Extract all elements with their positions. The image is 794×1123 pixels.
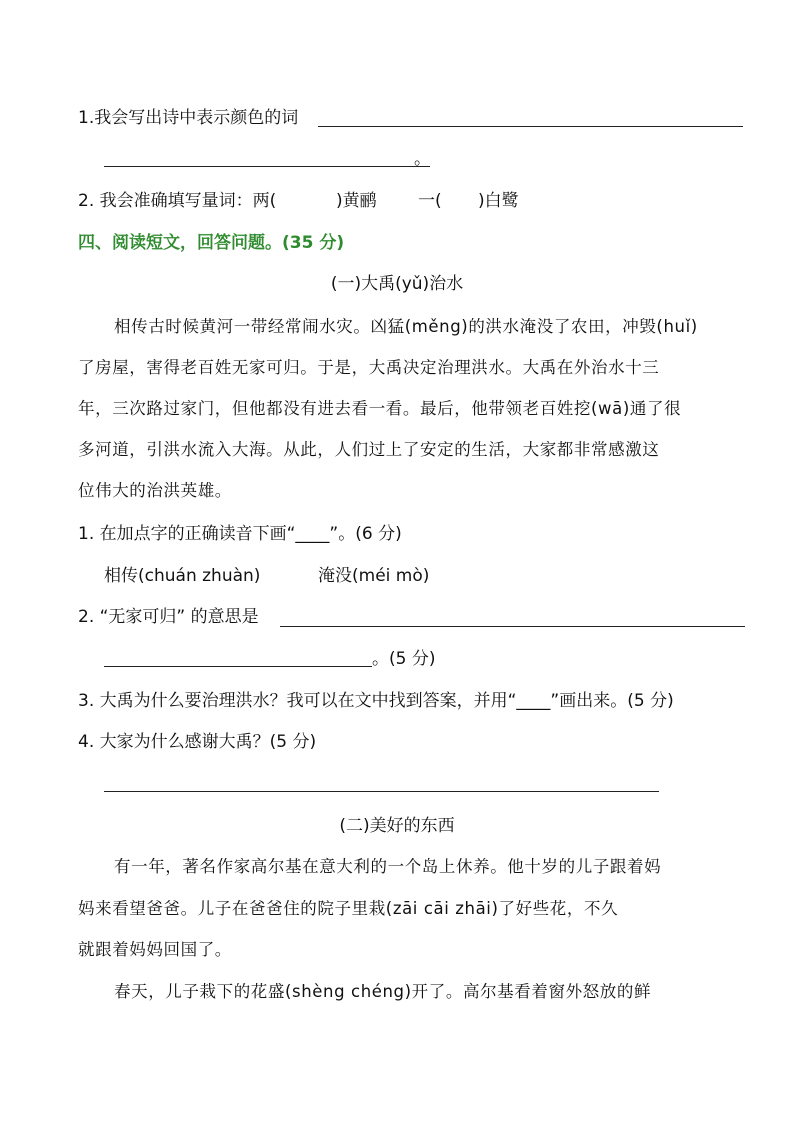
q1-end-mark: 。 bbox=[414, 149, 431, 169]
passage-2-line-4: 春天，儿子栽下的花盛(shèng chéng)开了。高尔基看着窗外怒放的鲜 bbox=[114, 982, 652, 1001]
q2-end: )白鹭 bbox=[478, 191, 519, 211]
passage-1-line-3: 年，三次路过家门，但他都没有进去看一看。最后，他带领老百姓挖(wā)通了很 bbox=[78, 399, 682, 418]
passage-1-q2-end: 。(5 分) bbox=[372, 649, 436, 669]
passage-1-line-4: 多河道，引洪水流入大海。从此，人们过上了安定的生活，大家都非常感激这 bbox=[78, 440, 660, 459]
q2-mid: )黄鹂 bbox=[336, 191, 377, 211]
section-4-heading: 四、阅读短文，回答问题。(35 分) bbox=[78, 233, 345, 253]
passage-1-line-1: 相传古时候黄河一带经常闹水灾。凶猛(měng)的洪水淹没了农田，冲毁(huǐ) bbox=[114, 317, 698, 336]
q1-text: 1.我会写出诗中表示颜色的词 bbox=[78, 108, 299, 128]
passage-2-line-3: 就跟着妈妈回国了。 bbox=[78, 940, 232, 959]
passage-1-q2: 2. “无家可归” 的意思是 bbox=[78, 607, 259, 627]
q1-answer-line-1[interactable] bbox=[318, 126, 743, 127]
passage-1-q1: 1. 在加点字的正确读音下画“____”。(6 分) bbox=[78, 524, 402, 544]
passage-1-q1-options-b[interactable]: 淹没(méi mò) bbox=[318, 566, 430, 586]
passage-1-q1-options-a[interactable]: 相传(chuán zhuàn) bbox=[104, 566, 261, 586]
q1-answer-line-2[interactable] bbox=[104, 166, 430, 167]
passage-2-line-2: 妈来看望爸爸。儿子在爸爸住的院子里栽(zāi cāi zhāi)了好些花，不久 bbox=[78, 899, 619, 918]
passage-1-q3: 3. 大禹为什么要治理洪水？我可以在文中找到答案，并用“____”画出来。(5 分) bbox=[78, 691, 674, 711]
passage-2-line-1: 有一年，著名作家高尔基在意大利的一个岛上休养。他十岁的儿子跟着妈 bbox=[114, 857, 662, 876]
q2-prefix: 2. 我会准确填写量词：两( bbox=[78, 191, 277, 211]
passage-1-line-5: 位伟大的治洪英雄。 bbox=[78, 481, 232, 500]
passage-1-q2-answer-line-1[interactable] bbox=[280, 626, 745, 627]
passage-1-line-2: 了房屋，害得老百姓无家可归。于是，大禹决定治理洪水。大禹在外治水十三 bbox=[78, 358, 660, 377]
passage-1-q4: 4. 大家为什么感谢大禹？(5 分) bbox=[78, 732, 317, 752]
passage-1-q2-answer-line-2[interactable] bbox=[104, 666, 372, 667]
passage-2-title: (二)美好的东西 bbox=[339, 816, 455, 836]
passage-1-q4-answer-line[interactable] bbox=[104, 791, 659, 792]
q2-one: 一( bbox=[418, 191, 442, 211]
passage-1-title: (一)大禹(yǔ)治水 bbox=[330, 274, 464, 294]
